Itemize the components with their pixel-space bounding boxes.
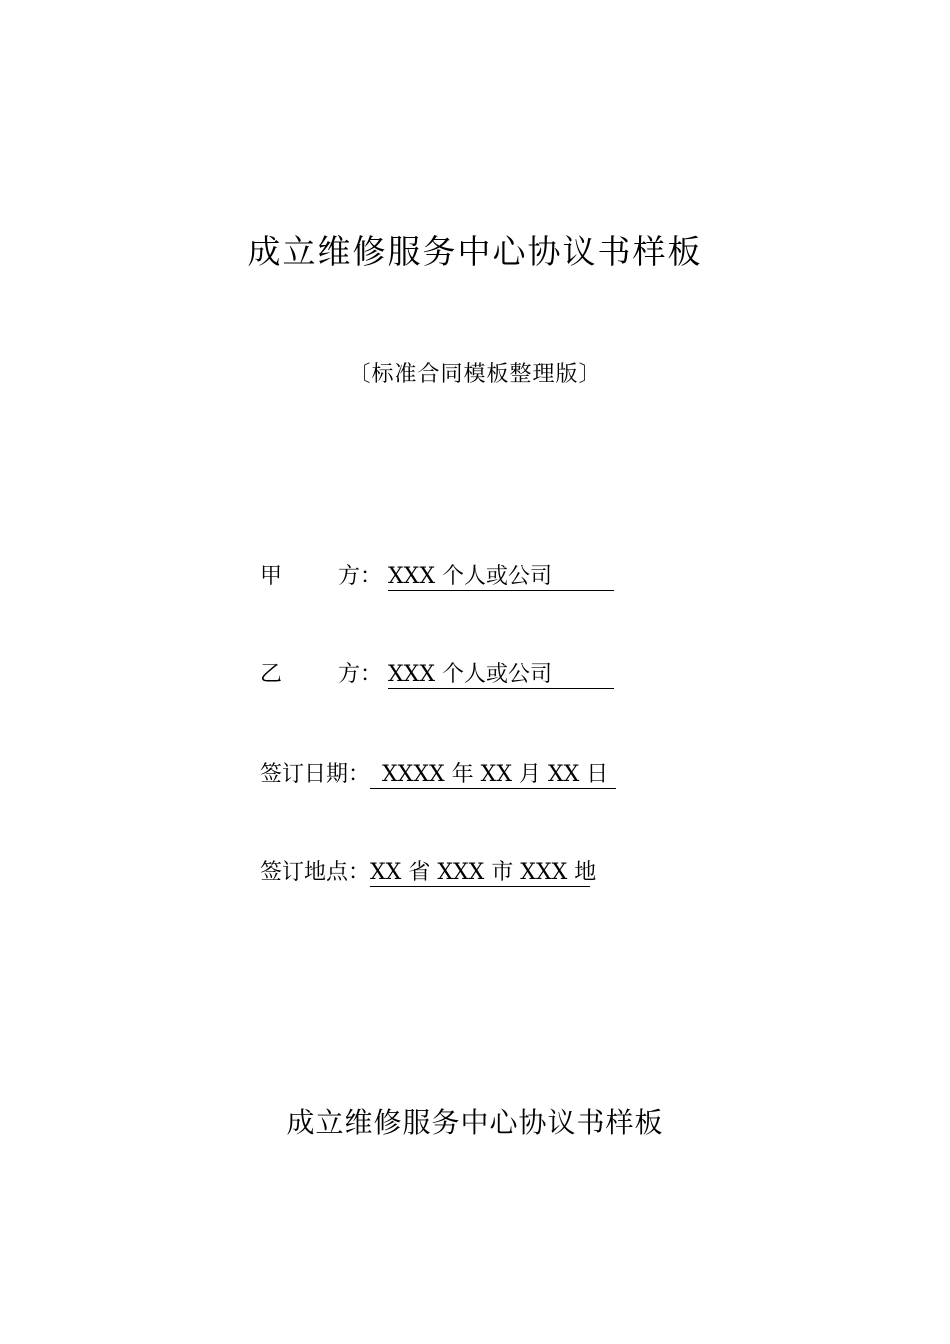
party-a-label-char: 甲 [260,564,283,589]
party-a-label-suffix: 方： [338,564,383,589]
sign-date-field [260,758,616,792]
document-title: 成立维修服务中心协议书样板 [247,232,703,271]
party-a-value: XXX 个人或公司 [388,564,614,591]
sign-place-field [260,856,597,890]
section-title: 成立维修服务中心协议书样板 [286,1106,664,1139]
party-a-label [260,560,388,594]
party-b-label-suffix: 方： [338,662,383,687]
sign-date-value: XXXX 年 XX 月 XX 日 [370,762,616,789]
party-a-field [260,560,614,594]
party-b-field [260,658,614,692]
party-b-label-char: 乙 [260,662,283,687]
document-subtitle: 〔标准合同模板整理版〕 [348,362,602,387]
sign-place-value: XX 省 XXX 市 XXX 地 [370,860,597,885]
sign-place-label: 签订地点： [260,860,371,885]
party-b-label [260,658,388,692]
sign-date-label: 签订日期： [260,762,371,787]
party-b-value: XXX 个人或公司 [388,662,614,689]
